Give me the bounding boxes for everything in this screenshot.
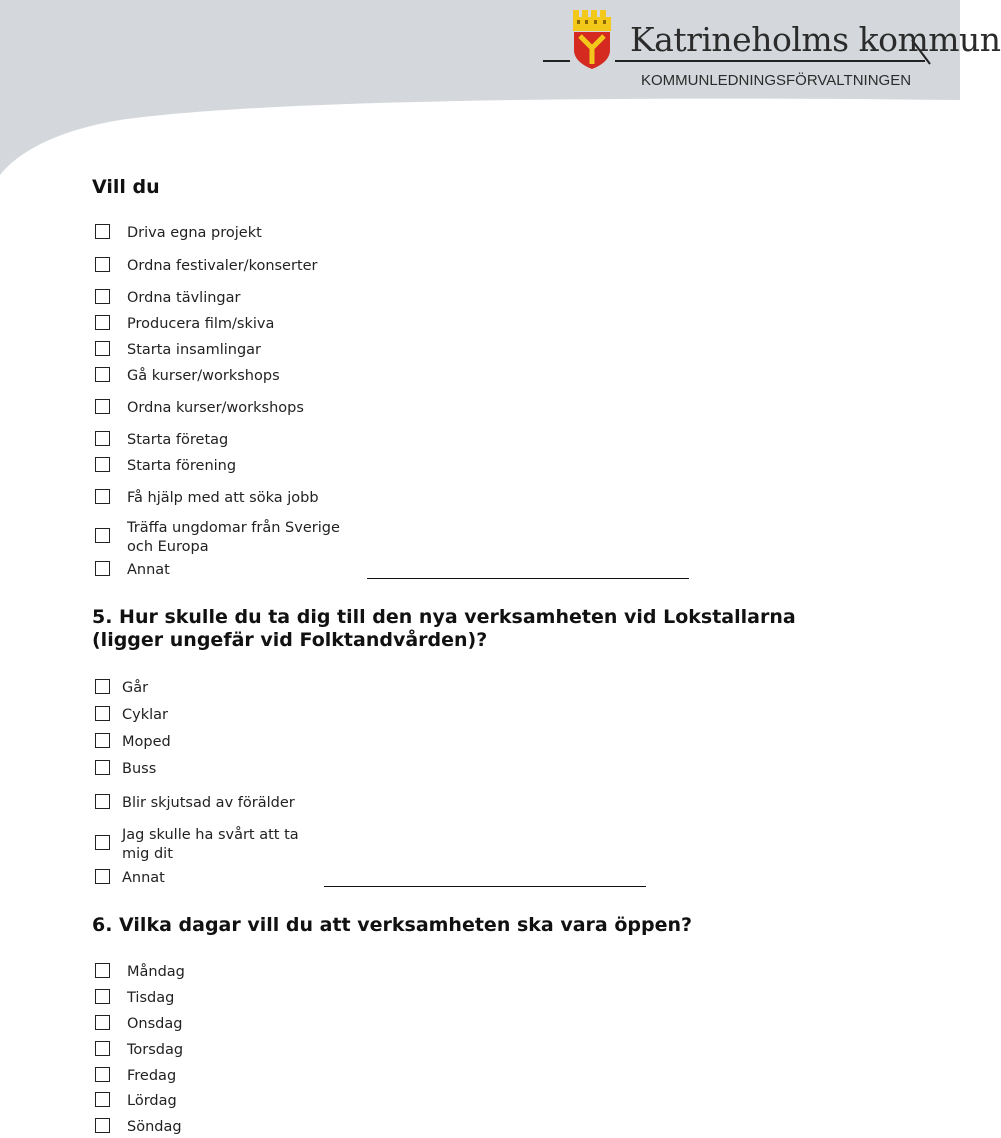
option-label: Onsdag [127,1016,183,1032]
checkbox[interactable] [95,431,110,446]
option-label: Driva egna projekt [127,225,262,241]
checkbox[interactable] [95,341,110,356]
checkbox[interactable] [95,989,110,1004]
checkbox[interactable] [95,1092,110,1107]
annat-answer-line-q5[interactable] [324,886,646,887]
option-label: Träffa ungdomar från Sverige och Europa [127,520,340,555]
option-label: Torsdag [127,1042,184,1058]
annat-answer-line[interactable] [367,578,689,579]
checkbox[interactable] [95,1118,110,1133]
option-label: Ordna festivaler/konserter [127,258,318,274]
checkbox[interactable] [95,528,110,543]
question-5-heading: 5. Hur skulle du ta dig till den nya verksamheten vid Lokstallarna (ligger ungefär vid Folktandvården)? [92,606,796,651]
option-label: Gå kurser/workshops [127,368,280,384]
checkbox[interactable] [95,1015,110,1030]
option-label: Måndag [127,964,185,980]
checkbox[interactable] [95,315,110,330]
checkbox[interactable] [95,679,110,694]
department-name: KOMMUNLEDNINGSFÖRVALTNINGEN [641,72,912,89]
option-label: Fredag [127,1068,177,1084]
org-name: Katrineholms kommun [630,20,1001,59]
section-heading-vill-du: Vill du [92,176,160,198]
option-label: Starta förening [127,458,237,474]
checkbox[interactable] [95,1067,110,1082]
checkbox[interactable] [95,835,110,850]
option-label: Söndag [127,1119,182,1135]
checkbox[interactable] [95,733,110,748]
option-label: Ordna tävlingar [127,290,241,306]
option-label: Annat [127,562,170,578]
option-label: Annat [122,870,165,886]
checkbox[interactable] [95,1041,110,1056]
option-label: Blir skjutsad av förälder [122,795,295,811]
question-6-heading: 6. Vilka dagar vill du att verksamheten ska vara öppen? [92,914,693,936]
checkbox[interactable] [95,457,110,472]
checkbox[interactable] [95,561,110,576]
option-label: Cyklar [122,707,168,723]
option-label: Producera film/skiva [127,316,275,332]
checkbox[interactable] [95,367,110,382]
checkbox[interactable] [95,289,110,304]
option-label: Starta insamlingar [127,342,261,358]
option-label: Tisdag [127,990,175,1006]
checkbox[interactable] [95,257,110,272]
option-label: Starta företag [127,432,229,448]
option-label: Ordna kurser/workshops [127,400,304,416]
checkbox[interactable] [95,399,110,414]
option-label: Går [122,680,149,696]
checkbox[interactable] [95,489,110,504]
option-label: Moped [122,734,171,750]
option-label: Lördag [127,1093,177,1109]
option-label: Jag skulle ha svårt att ta mig dit [122,827,299,862]
checkbox[interactable] [95,760,110,775]
checkbox[interactable] [95,706,110,721]
checkbox[interactable] [95,963,110,978]
checkbox[interactable] [95,224,110,239]
checkbox[interactable] [95,869,110,884]
option-label: Buss [122,761,157,777]
checkbox[interactable] [95,794,110,809]
municipality-crest-icon [570,8,614,70]
option-label: Få hjälp med att söka jobb [127,490,319,506]
